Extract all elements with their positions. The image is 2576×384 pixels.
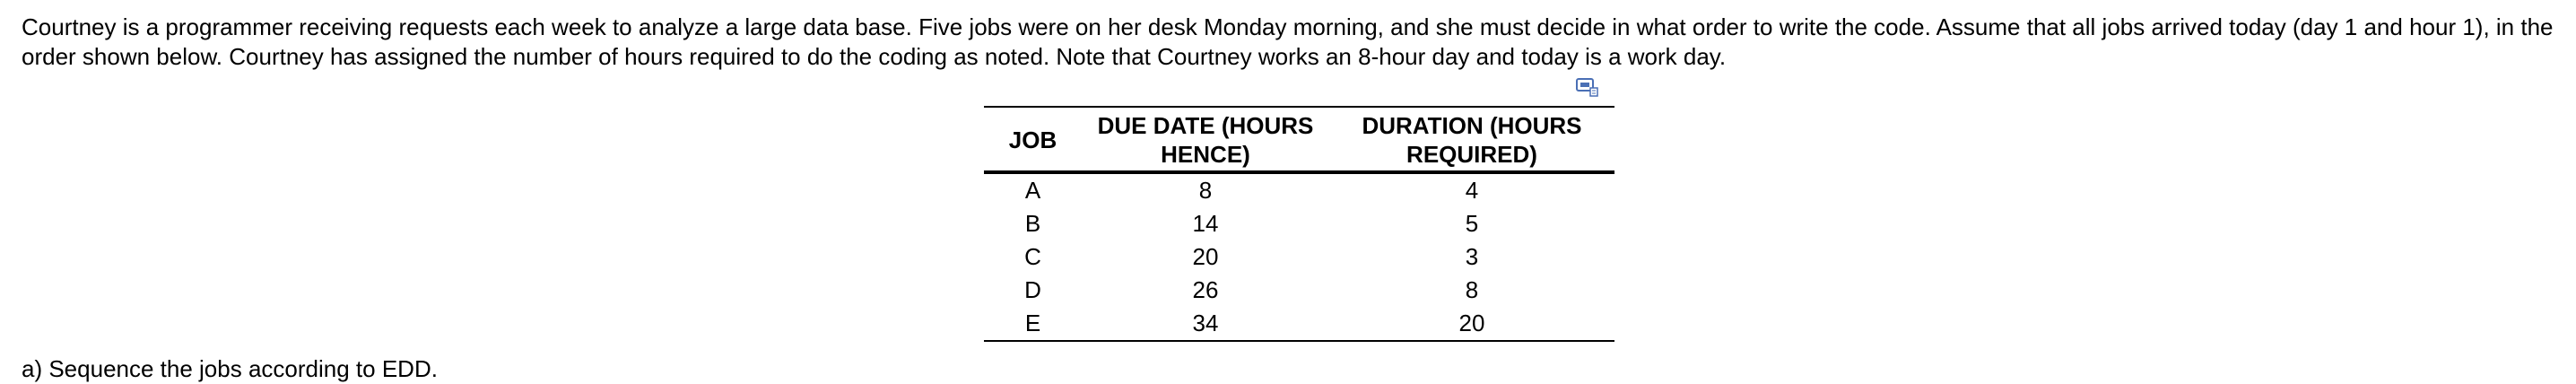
cell-job: D xyxy=(1024,276,1041,303)
jobs-table xyxy=(984,106,1614,342)
table-row xyxy=(984,207,1614,240)
cell-due: 26 xyxy=(1192,276,1219,303)
cell-due: 34 xyxy=(1082,307,1329,341)
cell-job: B xyxy=(1024,210,1041,237)
table-row xyxy=(984,307,1614,341)
problem-statement: Courtney is a programmer receiving requests each week to analyze a large data base. Five jobs were on her desk Monday morning, and she must decide in what order to write the code. Assume that all jobs arrived today (day 1 and hour 1), in the order shown below. Courtney has assigned the number of hours required to do the coding as noted. Note that Courtney works an 8-hour day and today is a work day. xyxy=(22,13,2554,70)
header-job: JOB xyxy=(984,107,1082,172)
cell-duration: 3 xyxy=(1465,243,1479,270)
cell-duration: 4 xyxy=(1465,177,1479,204)
question-a-text: a) Sequence the jobs according to EDD. xyxy=(22,355,438,382)
cell-job: C xyxy=(1024,243,1041,270)
header-due-date: DUE DATE (HOURS HENCE) xyxy=(1082,107,1329,172)
cell-due: 20 xyxy=(1192,243,1219,270)
copy-table-icon[interactable] xyxy=(1576,78,1599,98)
table-row xyxy=(984,240,1614,274)
cell-due: 8 xyxy=(1198,177,1213,204)
table-row xyxy=(984,172,1614,207)
cell-duration: 8 xyxy=(1465,276,1479,303)
cell-duration: 5 xyxy=(1465,210,1479,237)
cell-due: 14 xyxy=(1192,210,1219,237)
table-row xyxy=(984,274,1614,307)
cell-job: E xyxy=(984,307,1082,341)
table-header-row xyxy=(984,107,1614,172)
header-duration: DURATION (HOURS REQUIRED) xyxy=(1329,107,1614,172)
cell-job: A xyxy=(1024,177,1041,204)
cell-duration: 20 xyxy=(1329,307,1614,341)
